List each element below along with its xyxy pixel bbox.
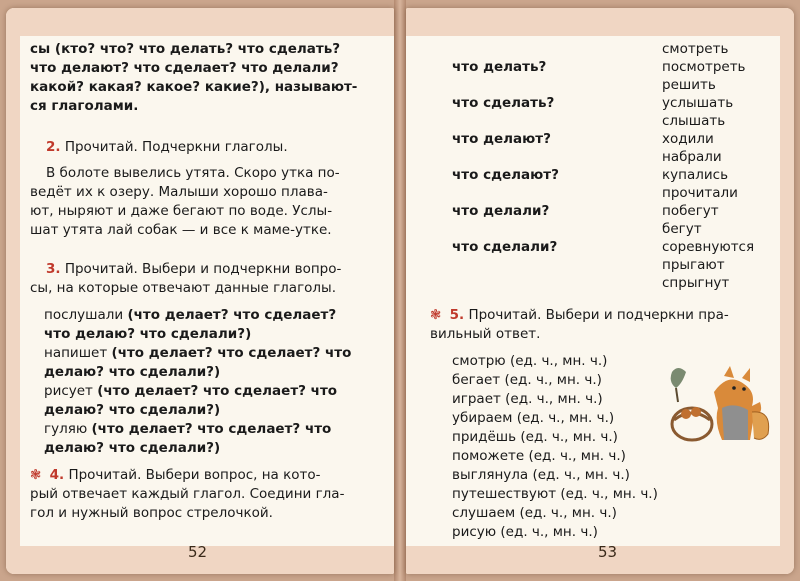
intro-line: какой? какая? какое? какие?), называют- — [30, 79, 358, 95]
verb-item: бегут — [662, 221, 702, 237]
question-item: что сделали? — [452, 239, 558, 255]
word-option[interactable]: рисую (ед. ч., мн. ч.) — [452, 524, 598, 540]
intro-line: сы (кто? что? что делать? что сделать? — [30, 41, 341, 57]
verb-question-line — [30, 306, 351, 325]
exercise-5-task — [430, 306, 729, 344]
exercise-3-items — [30, 306, 351, 458]
verb-item: решить — [662, 77, 716, 93]
verb-item: смотреть — [662, 41, 729, 57]
question-item: что делать? — [452, 59, 547, 75]
exercise-3-instruction: Прочитай. Выбери и подчеркни вопро- — [64, 261, 342, 277]
verb-item: прочитали — [662, 185, 738, 201]
question-options[interactable]: делаю? что сделали?) — [44, 402, 221, 418]
verb: напишет — [44, 345, 108, 361]
verb-item: побегут — [662, 203, 719, 219]
word-option[interactable]: убираем (ед. ч., мн. ч.) — [452, 410, 615, 426]
intro-line: что делают? что сделает? что делали? — [30, 60, 339, 76]
page-border-left — [6, 8, 20, 574]
flower-icon: ❃ — [30, 467, 42, 483]
question-item: что делают? — [452, 131, 551, 147]
exercise-2-text — [30, 164, 340, 240]
verb-item: спрыгнут — [662, 275, 730, 291]
verb: рисует — [44, 383, 93, 399]
verb-item: услышать — [662, 95, 734, 111]
question-options[interactable]: (что делает? что сделает? что — [97, 383, 338, 399]
verb-question-line — [30, 344, 351, 363]
question-options[interactable]: (что делает? что сделает? — [127, 307, 337, 323]
question-item: что делали? — [452, 203, 550, 219]
text-line: В болоте вывелись утята. Скоро утка по- — [46, 165, 340, 181]
verb-item: купались — [662, 167, 729, 183]
exercise-5-instruction-cont: вильный ответ. — [430, 326, 541, 342]
exercise-4-instruction-cont: гол и нужный вопрос стрелочкой. — [30, 505, 273, 521]
exercise-4-instruction: Прочитай. Выбери вопрос, на кото- — [68, 467, 321, 483]
intro-paragraph — [30, 40, 357, 116]
exercise-2-number: 2. — [46, 139, 61, 155]
question-options[interactable]: делаю? что сделали?) — [44, 440, 221, 456]
word-option[interactable]: слушаем (ед. ч., мн. ч.) — [452, 505, 617, 521]
page-number-right: 53 — [598, 543, 618, 561]
text-line: ведёт их к озеру. Малыши хорошо плава- — [30, 184, 328, 200]
word-option[interactable]: смотрю (ед. ч., мн. ч.) — [452, 353, 608, 369]
verb-item: соревнуются — [662, 239, 755, 255]
verb: гуляю — [44, 421, 88, 437]
verb-item: слышать — [662, 113, 726, 129]
word-option[interactable]: путешествуют (ед. ч., мн. ч.) — [452, 486, 658, 502]
word-option[interactable]: бегает (ед. ч., мн. ч.) — [452, 372, 602, 388]
verb: послушали — [44, 307, 124, 323]
word-option[interactable]: придёшь (ед. ч., мн. ч.) — [452, 429, 618, 445]
page-border-top — [406, 8, 794, 36]
question-item: что сделать? — [452, 95, 555, 111]
verb-question-line — [30, 420, 351, 439]
word-option[interactable]: играет (ед. ч., мн. ч.) — [452, 391, 603, 407]
exercise-5-number: 5. — [449, 307, 465, 323]
exercise-4-task — [30, 466, 344, 523]
question-options[interactable]: (что делает? что сделает? что — [111, 345, 352, 361]
question-options[interactable]: (что делает? что сделает? что — [91, 421, 332, 437]
exercise-3-task — [30, 260, 341, 298]
question-options[interactable]: делаю? что сделали?) — [44, 364, 221, 380]
exercise-2-instruction: Прочитай. Подчеркни глаголы. — [64, 139, 288, 155]
question-item: что сделают? — [452, 167, 559, 183]
verb-item: прыгают — [662, 257, 725, 273]
page-number-left: 52 — [188, 543, 208, 561]
verb-item: посмотреть — [662, 59, 746, 75]
exercise-2-task — [46, 138, 288, 157]
exercise-3-instruction-cont: сы, на которые отвечают данные глаголы. — [30, 280, 337, 296]
flower-icon: ❃ — [430, 307, 442, 323]
book-gutter — [394, 0, 406, 581]
fox-with-basket-illustration — [664, 362, 774, 444]
question-options[interactable]: что делаю? что сделали?) — [44, 326, 252, 342]
exercise-5-words — [452, 352, 658, 542]
verb-item: набрали — [662, 149, 722, 165]
intro-line: ся глаголами. — [30, 98, 139, 114]
word-option[interactable]: выглянула (ед. ч., мн. ч.) — [452, 467, 630, 483]
exercise-3-number: 3. — [46, 261, 61, 277]
verb-question-line — [30, 382, 351, 401]
text-line: ют, ныряют и даже бегают по воде. Услы- — [30, 203, 333, 219]
word-option[interactable]: поможете (ед. ч., мн. ч.) — [452, 448, 626, 464]
exercise-4-instruction-cont: рый отвечает каждый глагол. Соедини гла- — [30, 486, 345, 502]
page-border-top — [6, 8, 394, 36]
page-border-right — [780, 8, 794, 574]
verb-item: ходили — [662, 131, 714, 147]
exercise-5-instruction: Прочитай. Выбери и подчеркни пра- — [468, 307, 729, 323]
exercise-4-number: 4. — [49, 467, 65, 483]
text-line: шат утята лай собак — и все к маме-утке. — [30, 222, 332, 238]
